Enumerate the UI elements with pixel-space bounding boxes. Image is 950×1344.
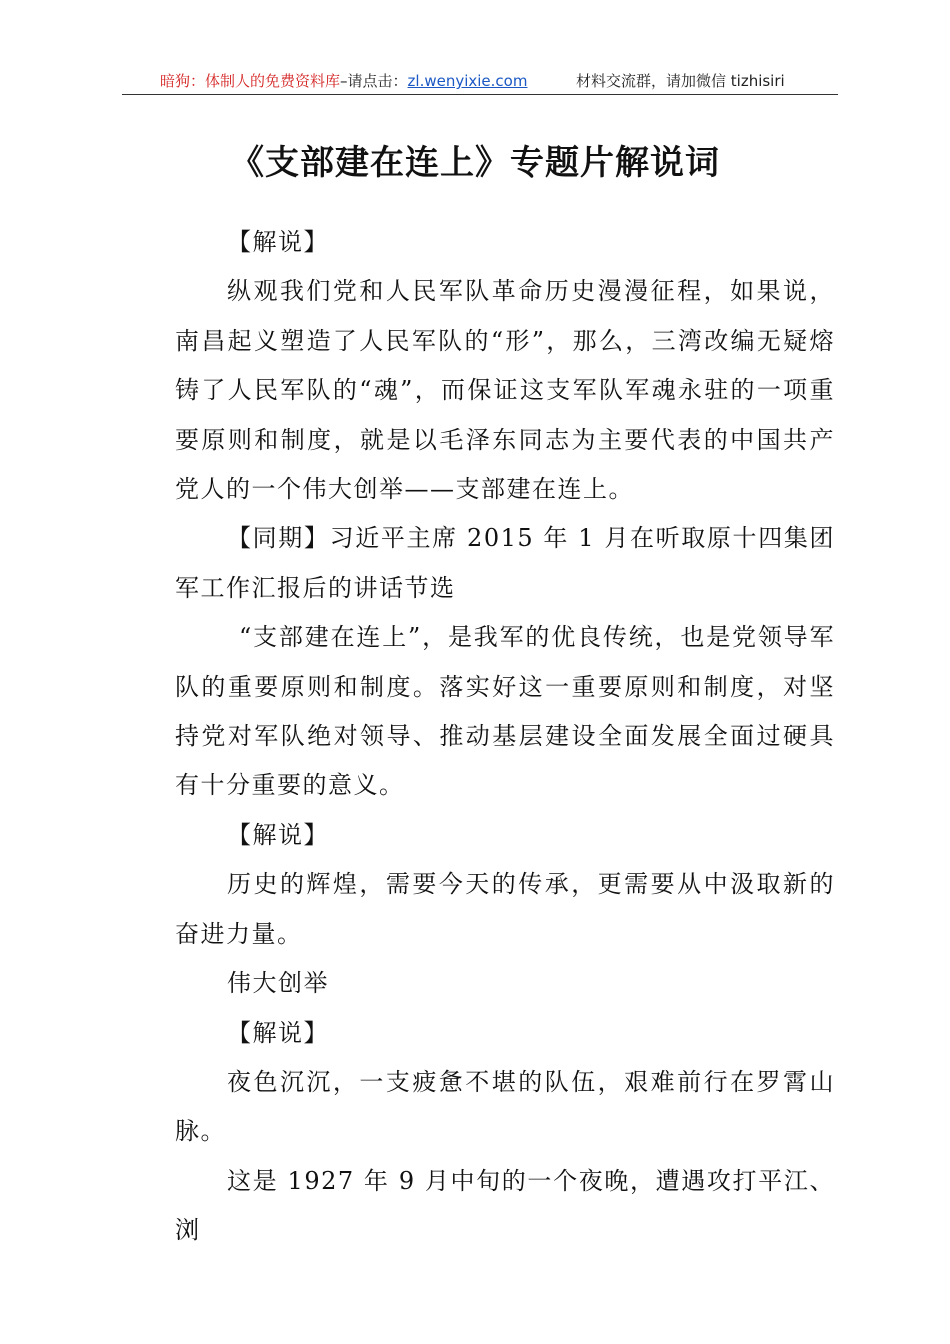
page-header xyxy=(122,66,838,95)
paragraph: 纵观我们党和人民军队革命历史漫漫征程，如果说，南昌起义塑造了人民军队的“形”，那么，三湾改编无疑熔铸了人民军队的“魂”，而保证这支军队军魂永驻的一项重要原则和制度，就是以毛泽东同志为主要代表的中国共产党人的一个伟大创举——支部建在连上。 xyxy=(175,277,835,504)
sync-label-paragraph: 【同期】习近平主席 2015 年 1 月在听取原十四集团军工作汇报后的讲话节选 xyxy=(175,524,835,602)
section-label: 【解说】 xyxy=(227,820,329,849)
section-label: 【解说】 xyxy=(227,228,329,256)
header-click-label: –请点击： xyxy=(340,72,408,90)
quote-paragraph: “支部建在连上”，是我军的优良传统，也是党领导军队的重要原则和制度。落实好这一重要原则和制度，对坚持党对军队绝对领导、推动基层建设全面发展全面过硬具有十分重要的意义。 xyxy=(175,623,835,800)
paragraph: 这是 1927 年 9 月中旬的一个夜晚，遭遇攻打平江、浏 xyxy=(175,1166,835,1245)
subheading: 伟大创举 xyxy=(227,969,329,998)
document-body xyxy=(175,218,835,1256)
header-wechat: 材料交流群，请加微信 tizhisiri xyxy=(576,72,785,90)
document-title: 《支部建在连上》专题片解说词 xyxy=(230,143,720,183)
header-link[interactable]: zl.wenyixie.com xyxy=(407,72,528,90)
paragraph: 夜色沉沉，一支疲惫不堪的队伍，艰难前行在罗霄山脉。 xyxy=(175,1067,835,1146)
header-left xyxy=(160,70,527,92)
paragraph: 历史的辉煌，需要今天的传承，更需要从中汲取新的奋进力量。 xyxy=(175,870,835,948)
header-brand: 暗狗：体制人的免费资料库 xyxy=(160,72,341,90)
section-label: 【解说】 xyxy=(227,1018,329,1047)
